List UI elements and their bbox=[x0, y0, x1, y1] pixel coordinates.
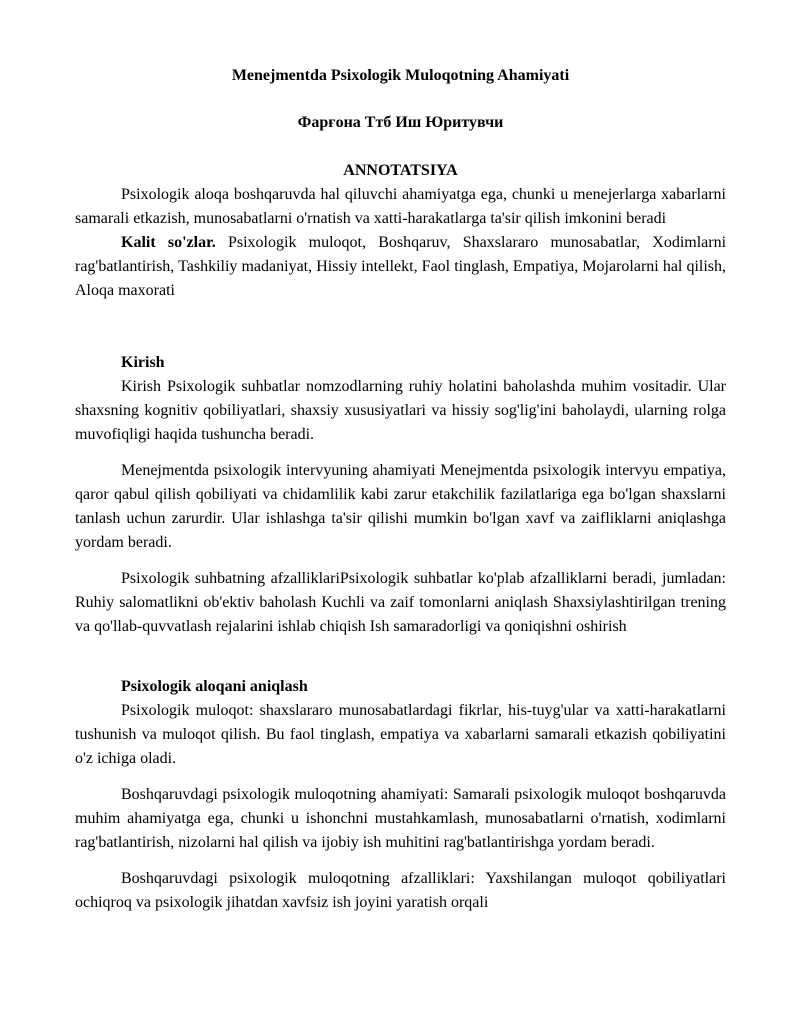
section2-paragraph-2: Boshqaruvdagi psixologik muloqotning ahamiyati: Samarali psixologik muloqot boshqaruvda muhim ahamiyatga ega, chunki u ishonchni mustahkamlash, munosabatlarni o'rnatish, xodimlarni rag'batlantirish, nizolarni hal qilish va ijobiy ish muhitini rag'batlantirishga yordam beradi. bbox=[75, 786, 726, 851]
keywords-paragraph bbox=[75, 231, 726, 303]
intro-paragraph-2: Menejmentda psixologik intervyuning ahamiyati Menejmentda psixologik intervyu empatiya, qaror qabul qilish qobiliyati va chidamlilik kabi zarur etakchilik fazilatlariga ega bo'lgan shaxslarni tanlash uchun zarurdir. Ular ishlashga ta'sir qilishi mumkin bo'lgan xavf va zaifliklarni aniqlashga yordam beradi. bbox=[75, 462, 726, 551]
section2-paragraph-3: Boshqaruvdagi psixologik muloqotning afzalliklari: Yaxshilangan muloqot qobiliyatlari ochiqroq va psixologik jihatdan xavfsiz ish joyini yaratish orqali bbox=[75, 870, 726, 911]
annotation-heading: ANNOTATSIYA bbox=[343, 162, 458, 179]
annotation-text: Psixologik aloqa boshqaruvda hal qiluvchi ahamiyatga ega, chunki u menejerlarga xabarlarni samarali etkazish, munosabatlarni o'rnatish va xatti-harakatlarga ta'sir qilish imkonini beradi bbox=[75, 186, 726, 227]
keywords-label: Kalit so'zlar. bbox=[121, 234, 216, 251]
intro-heading: Kirish bbox=[121, 354, 165, 371]
document-author: Фарғона Ттб Иш Юритувчи bbox=[297, 114, 504, 131]
document-page bbox=[75, 0, 726, 915]
intro-paragraph-1: Kirish Psixologik suhbatlar nomzodlarning ruhiy holatini baholashda muhim vositadir. Ular shaxsning kognitiv qobiliyatlari, shaxsiy xususiyatlari va hissiy sog'lig'ini baholaydi, ularning rolga muvofiqligi haqida tushuncha beradi. bbox=[75, 378, 726, 443]
document-title: Menejmentda Psixologik Muloqotning Ahamiyati bbox=[231, 67, 570, 84]
keywords-text: Psixologik muloqot, Boshqaruv, Shaxslararo munosabatlar, Xodimlarni rag'batlantirish, Tashkiliy madaniyat, Hissiy intellekt, Faol tinglash, Empatiya, Mojarolarni hal qilish, Aloqa maxorati bbox=[75, 234, 727, 299]
section2-paragraph-1: Psixologik muloqot: shaxslararo munosabatlardagi fikrlar, his-tuyg'ular va xatti-harakatlarni tushunish va muloqot qilish. Bu faol tinglash, empatiya va xabarlarni samarali etkazish qobiliyatini o'z ichiga oladi. bbox=[75, 702, 726, 767]
section2-heading: Psixologik aloqani aniqlash bbox=[121, 678, 308, 695]
intro-paragraph-3: Psixologik suhbatning afzalliklariPsixologik suhbatlar ko'plab afzalliklarni beradi, jumladan: Ruhiy salomatlikni ob'ektiv baholash Kuchli va zaif tomonlarni aniqlash Shaxsiylashtirilgan trening va qo'llab-quvvatlash rejalarini ishlab chiqish Ish samaradorligi va qoniqishni oshirish bbox=[75, 570, 726, 635]
